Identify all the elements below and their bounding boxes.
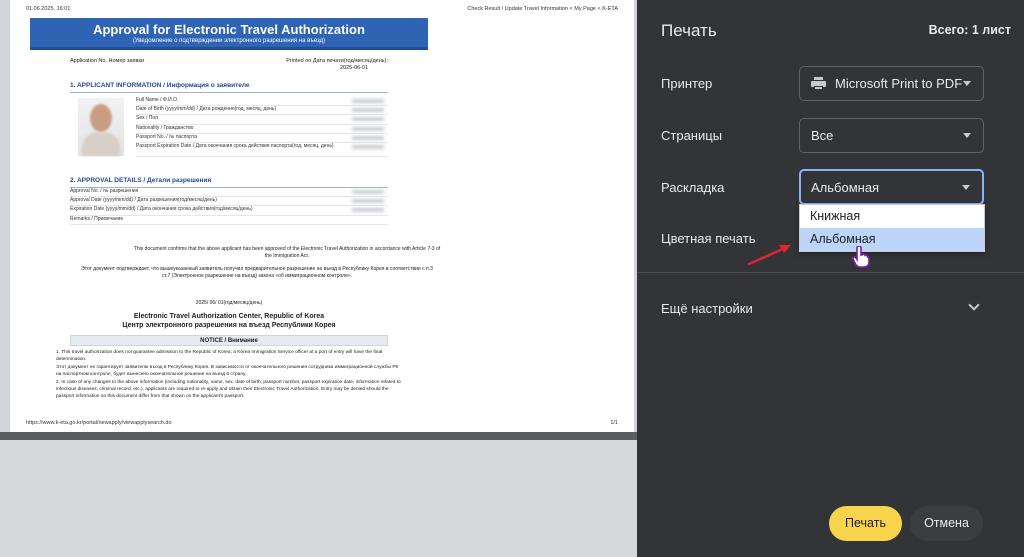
layout-select[interactable]: [799, 169, 984, 205]
printer-value: Microsoft Print to PDF: [835, 76, 963, 91]
document-subtitle: (Уведомление о подтверждении электронного разрешения на въезд): [132, 38, 326, 44]
page-footer-url: https://www.k-eta.go.kr/portal/newapply/viewapplysearch.do: [26, 420, 172, 426]
page-header-title: Check Result / Update Travel Information < My Page < K-ETA: [467, 6, 618, 12]
notice-item: Этот документ не гарантирует заявителю въезд в Республику Корея. В зависимости от окончательного решения сотрудника иммиграционной службы РК на паспортном контроле, будет вынесено окончательное решение на въезд в страну.: [56, 365, 399, 377]
org-name-ru: Центр электронного разрешения на въезд Республики Корея: [122, 322, 336, 329]
section-approval-title: 2. APPROVAL DETAILS / Детали разрешения: [70, 177, 212, 184]
page-footer-number: 1/1: [610, 420, 618, 426]
printed-on-value: 2025-06-01: [340, 65, 369, 71]
notice-list: [56, 350, 402, 402]
applicant-fields: [136, 97, 388, 157]
layout-label: Раскладка: [661, 180, 725, 195]
section-applicant-title: 1. APPLICANT INFORMATION / Информация о заявителе: [70, 82, 250, 89]
pages-select[interactable]: [799, 118, 984, 153]
page-header: [26, 6, 618, 12]
panel-title: Печать: [661, 21, 717, 40]
cancel-button[interactable]: Отмена: [910, 506, 983, 541]
layout-option-portrait[interactable]: Книжная: [810, 209, 861, 223]
pages-label: Страницы: [661, 128, 723, 143]
field-row: Remarks / Примечание: [70, 216, 388, 225]
notice-item: 1. This travel authorization does not guarantee admission to the Republic of Korea; a Korea Immigration Service officer at a port of entry will have the final determination.: [56, 350, 383, 362]
field-row: Passport No. / № паспорта: [136, 134, 388, 143]
color-print-label: Цветная печать: [661, 231, 756, 246]
print-settings-panel: [637, 0, 1024, 557]
notice-item: 2. In case of any changes to the above information (including nationality, name, sex, date of birth, passport number, passport expiration date, information related to infectious diseases, criminal record, etc.), applicants are required to re-apply and obtain their Electronic Travel Authorization. Entry may be denied should the passport information on this document differ from that shown on the applicant's passport.: [56, 380, 401, 399]
notice-title: NOTICE / Внимание: [70, 335, 388, 346]
layout-value: Альбомная: [811, 179, 880, 195]
dropdown-arrow-icon: [962, 185, 970, 190]
dropdown-arrow-icon: [963, 133, 971, 138]
layout-dropdown-menu: [799, 204, 985, 252]
preview-page: [10, 0, 634, 432]
issue-date: 2025/ 06/ 01(год/месяц/день): [195, 300, 263, 306]
field-row: Approval No. / № разрешения: [70, 188, 388, 197]
printed-on-label: Printed on Дата печати(год/месяц/день):: [286, 58, 388, 64]
org-name-en: Electronic Travel Authorization Center, Republic of Korea: [133, 313, 325, 320]
applicant-photo: [78, 98, 124, 156]
chevron-down-icon[interactable]: [968, 299, 979, 310]
print-button[interactable]: Печать: [829, 506, 902, 541]
panel-divider: [637, 272, 1024, 273]
confirm-text-en: This document confirms that the above applicant has been approved of the Electronic Travel Authorization in accordance with Article 7-3 of the Immigration Act.: [133, 246, 441, 259]
printer-label: Принтер: [661, 76, 713, 91]
page-footer: [26, 420, 618, 426]
annotation-arrow-icon: [745, 236, 795, 268]
confirm-text-ru: Этот документ подтверждает, что вышеуказанный заявитель получил предварительное разрешение на въезд в Республику Корея в соответствии с п.3 ст.7 (Электронное разрешение на въезд) закона «об иммиграционном контроле».: [81, 266, 433, 279]
field-row: Date of Birth (yyyy/mm/dd) / Дата рождения(год, месяц, день): [136, 106, 388, 115]
field-row: Expiration Date (yyyy/mm/dd) / Дата окончания срока действия(год/месяц/день): [70, 206, 388, 215]
field-row: Nationality / Гражданство: [136, 125, 388, 134]
printer-icon: [811, 77, 826, 90]
page-header-datetime: 01.06.2025, 16:01: [26, 6, 71, 12]
document-title: Approval for Electronic Travel Authorization: [93, 22, 365, 37]
preview-background: [0, 440, 637, 557]
hand-cursor-icon: [852, 246, 870, 268]
field-row: Full Name / Ф.И.О.: [136, 97, 388, 106]
sheet-count: Всего: 1 лист: [928, 23, 1011, 37]
layout-option-landscape[interactable]: Альбомная: [800, 228, 984, 251]
section-divider: [70, 92, 388, 93]
document-banner: [30, 18, 428, 50]
field-row: Sex / Пол: [136, 115, 388, 124]
printer-select[interactable]: [799, 66, 984, 101]
field-row: Passport Expiration Date / Дата окончания срока действия паспорта(год, месяц, день): [136, 143, 388, 157]
field-row: Approval Date (yyyy/mm/dd) / Дата разрешения(год/месяц/день): [70, 197, 388, 206]
approval-fields: [70, 188, 388, 225]
more-settings-label[interactable]: Ещё настройки: [661, 301, 753, 316]
application-no-label: Application No. Номер заявки: [70, 58, 144, 64]
pages-value: Все: [811, 128, 834, 143]
application-info-row: [70, 58, 388, 64]
dropdown-arrow-icon: [963, 81, 971, 86]
